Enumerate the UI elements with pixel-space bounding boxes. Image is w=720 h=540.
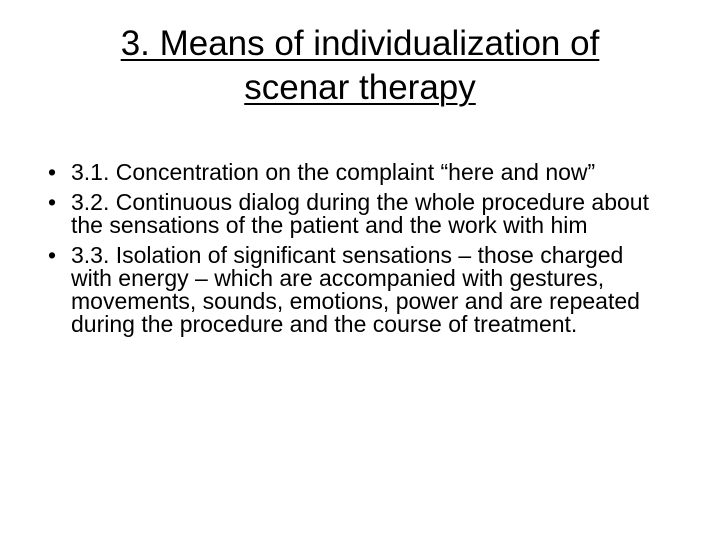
bullet-dot-icon: • — [48, 242, 57, 268]
bullet-dot-icon: • — [48, 189, 57, 215]
bullet-item — [48, 191, 668, 237]
bullet-list — [48, 161, 668, 343]
bullet-text: 3.2. Continuous dialog during the whole procedure about the sensations of the patient and the work with him — [71, 189, 649, 238]
bullet-dot-icon: • — [48, 159, 57, 185]
bullet-text: 3.3. Isolation of significant sensations – those charged with energy – which are accompanied with gestures, movements, sounds, emotions, power and are repeated during the procedure and the course of treatment. — [71, 242, 640, 337]
bullet-text: 3.1. Concentration on the complaint “here and now” — [71, 159, 596, 185]
bullet-item — [48, 244, 668, 336]
slide-title — [40, 22, 680, 110]
slide-title-line-2: scenar therapy — [244, 68, 476, 107]
slide-title-line-1: 3. Means of individualization of — [120, 24, 600, 63]
bullet-item — [48, 161, 668, 184]
